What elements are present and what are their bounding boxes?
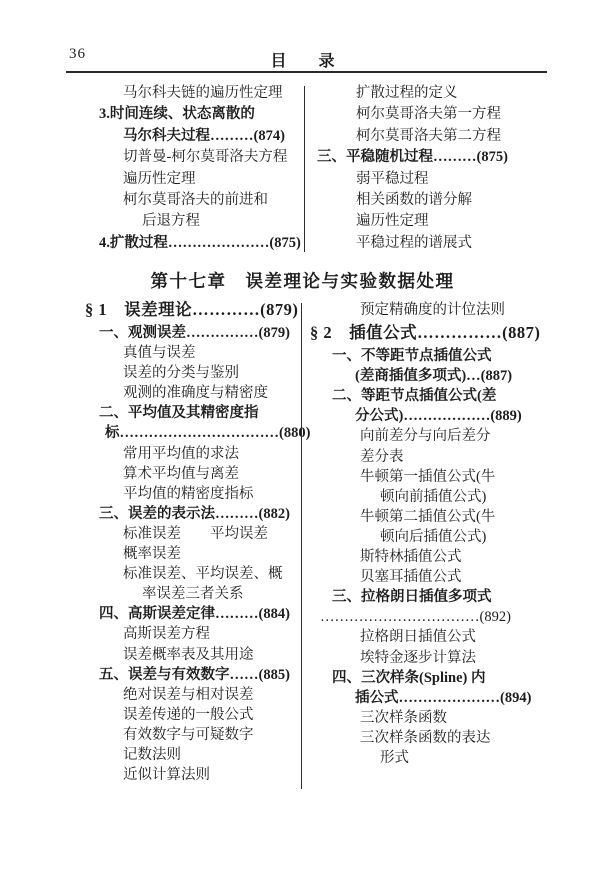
toc-entry: 4.扩散过程…………………(875) — [99, 234, 301, 251]
toc-entry: 贝塞耳插值公式 — [360, 569, 462, 586]
toc-entry: 分公式)………………(889) — [355, 408, 522, 425]
toc-entry: 遍历性定理 — [123, 170, 196, 187]
toc-entry: 观测的准确度与精密度 — [123, 385, 268, 402]
toc-entry: 五、误差与有效数字……(885) — [99, 666, 290, 683]
toc-entry: 标准误差 平均误差 — [123, 525, 268, 542]
toc-entry: 有效数字与可疑数字 — [123, 726, 254, 743]
toc-column-top-left — [85, 83, 303, 254]
toc-entry: 标准误差、平均误差、概 — [123, 566, 283, 583]
toc-entry: 形式 — [380, 749, 409, 766]
toc-entry: 斯特林插值公式 — [360, 549, 462, 566]
toc-entry: 一、不等距节点插值公式 — [332, 348, 492, 365]
toc-entry: 误差的分类与鉴别 — [123, 365, 239, 382]
chapter-heading: 第十七章 误差理论与实验数据处理 — [150, 271, 455, 291]
page-title: 目 录 — [270, 53, 335, 70]
toc-entry: 拉格朗日插值公式 — [360, 629, 476, 646]
toc-entry: 向前差分与向后差分 — [360, 428, 491, 445]
toc-entry: 二、平均值及其精密度指 — [99, 405, 259, 422]
toc-entry: 三、误差的表示法………(882) — [99, 505, 290, 522]
toc-entry: 埃特金逐步计算法 — [360, 649, 476, 666]
toc-entry: 平均值的精密度指标 — [123, 485, 254, 502]
toc-entry: 算术平均值与离差 — [123, 465, 239, 482]
toc-entry: 四、高斯误差定律………(884) — [99, 606, 290, 623]
toc-entry: 绝对误差与相对误差 — [123, 686, 254, 703]
toc-entry: 切普曼-柯尔莫哥洛夫方程 — [123, 149, 288, 166]
toc-entry: 常用平均值的求法 — [123, 445, 239, 462]
header-rule — [66, 71, 547, 73]
toc-column-bottom-right — [310, 297, 552, 768]
toc-entry: 顿向后插值公式) — [380, 528, 487, 545]
toc-entry: 高斯误差方程 — [123, 626, 210, 643]
toc-entry: 误差传递的一般公式 — [123, 706, 254, 723]
toc-entry: 三、平稳随机过程………(875) — [317, 149, 508, 166]
toc-entry: 牛顿第二插值公式(牛 — [360, 508, 496, 525]
toc-entry: 3.时间连续、状态离散的 — [99, 106, 255, 123]
toc-entry: ……………………………(892) — [320, 609, 511, 626]
toc-entry: 插公式…………………(894) — [355, 689, 532, 706]
toc-entry: 标……………………………(880) — [105, 425, 311, 442]
toc-entry: 率误差三者关系 — [142, 586, 244, 603]
toc-entry: 四、三次样条(Spline) 内 — [332, 669, 486, 686]
toc-entry: 柯尔莫哥洛夫第二方程 — [356, 127, 501, 144]
toc-entry: 概率误差 — [123, 546, 181, 563]
toc-entry: 预定精确度的计位法则 — [360, 302, 505, 318]
toc-entry: 平稳过程的谱展式 — [356, 234, 472, 251]
toc-entry: 牛顿第一插值公式(牛 — [360, 468, 496, 485]
column-divider-top — [304, 86, 305, 252]
toc-entry: 马尔科夫过程………(874) — [123, 127, 285, 144]
toc-entry: 扩散过程的定义 — [356, 85, 458, 101]
page-number: 36 — [69, 46, 86, 62]
toc-entry: 差分表 — [360, 448, 404, 465]
toc-entry: 遍历性定理 — [356, 213, 429, 230]
toc-entry: 近似计算法则 — [123, 767, 210, 784]
toc-entry: 柯尔莫哥洛夫第一方程 — [356, 106, 501, 123]
toc-entry: § 2 插值公式……………(887) — [310, 323, 541, 343]
toc-entry: (差商插值多项式)…(887) — [355, 368, 513, 385]
toc-entry: 三、拉格朗日插值多项式 — [332, 589, 492, 606]
toc-column-bottom-left — [85, 297, 311, 785]
toc-entry: 三次样条函数 — [360, 709, 447, 726]
toc-entry: 顿向前插值公式) — [380, 488, 487, 505]
toc-entry: 记数法则 — [123, 746, 181, 763]
toc-entry: 马尔科夫链的遍历性定理 — [123, 85, 283, 101]
toc-entry: 二、等距节点插值公式(差 — [332, 388, 497, 405]
toc-entry: 相关函数的谱分解 — [356, 192, 472, 209]
toc-column-top-right — [310, 83, 548, 254]
toc-entry: 弱平稳过程 — [356, 170, 429, 187]
toc-entry: § 1 误差理论…………(879) — [85, 300, 299, 319]
toc-entry: 三次样条函数的表达 — [360, 729, 491, 746]
toc-entry: 后退方程 — [142, 213, 200, 230]
toc-entry: 误差概率表及其用途 — [123, 646, 254, 663]
toc-entry: 真值与误差 — [123, 345, 196, 362]
toc-entry: 一、观测误差……………(879) — [99, 325, 290, 341]
toc-entry: 柯尔莫哥洛夫的前进和 — [123, 192, 268, 209]
column-divider-bottom — [301, 303, 302, 789]
